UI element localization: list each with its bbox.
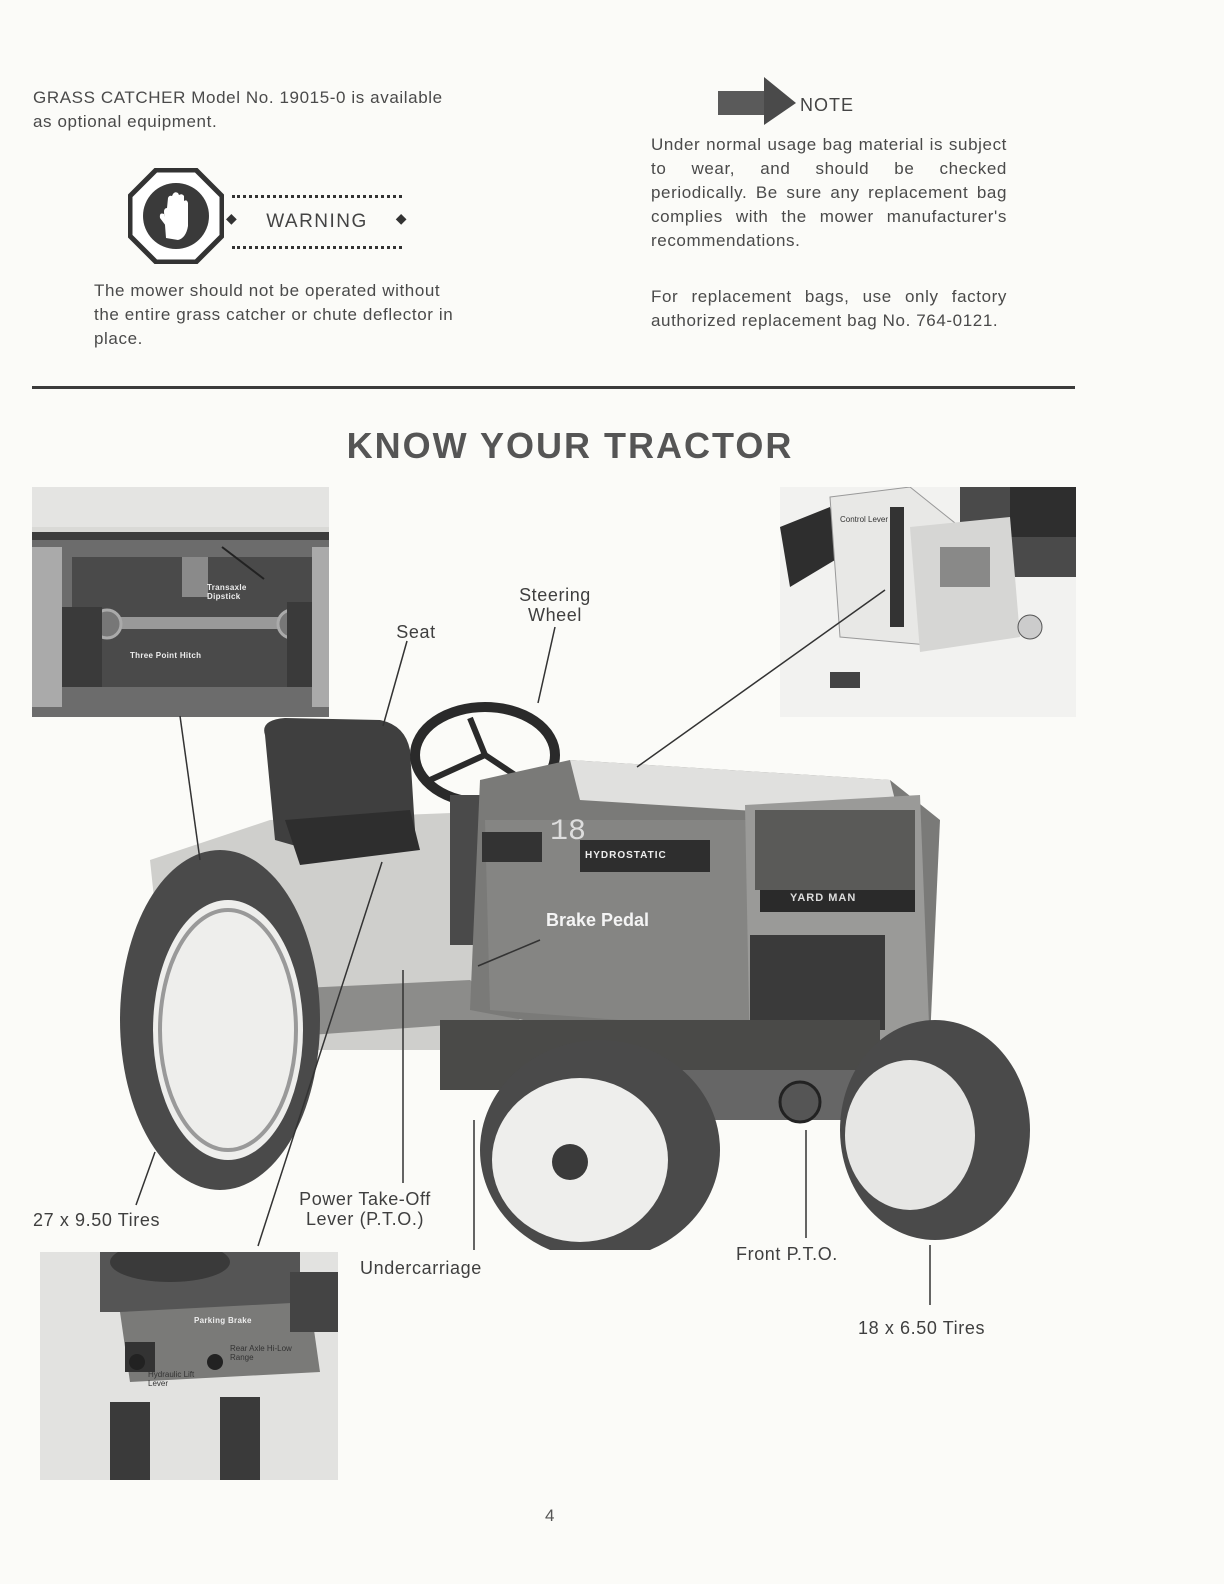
- label-rear-tires: 27 x 9.50 Tires: [33, 1210, 161, 1230]
- label-transaxle-dipstick: Transaxle Dipstick: [207, 583, 247, 601]
- section-title: KNOW YOUR TRACTOR: [346, 425, 794, 466]
- note-paragraph-2: For replacement bags, use only factory authorized replacement bag No. 764-0121.: [651, 287, 1007, 330]
- label-control-lever: Control Lever: [840, 515, 889, 524]
- grille-brand-badge: YARD MAN: [790, 892, 857, 904]
- label-rear-axle-range: Rear Axle Hi-Low Range: [230, 1344, 292, 1362]
- warning-label: ◆ WARNING ◆: [232, 195, 402, 249]
- label-pto-lever: Power Take-Off Lever (P.T.O.): [299, 1189, 431, 1229]
- label-parking-brake: Parking Brake: [194, 1316, 252, 1325]
- label-three-point-hitch: Three Point Hitch: [130, 651, 202, 660]
- label-steering-wheel: Steering Wheel: [519, 585, 591, 625]
- label-hydraulic-lift-lever: Hydraulic Lift Lever: [148, 1370, 195, 1388]
- label-front-tires: 18 x 6.50 Tires: [858, 1318, 986, 1338]
- label-brake-pedal: Brake Pedal: [546, 910, 650, 930]
- note-label: NOTE: [800, 95, 855, 115]
- grass-catcher-intro-line2: as optional equipment.: [33, 112, 218, 131]
- page-number: 4: [545, 1506, 555, 1525]
- label-seat: Seat: [396, 622, 436, 642]
- label-front-pto: Front P.T.O.: [736, 1244, 838, 1264]
- inset-photo-parking-brake: [40, 1252, 338, 1480]
- hood-badge-model-number: 18: [550, 815, 587, 849]
- hood-badge-hydrostatic: HYDROSTATIC: [585, 850, 667, 861]
- grass-catcher-intro-line1: GRASS CATCHER Model No. 19015-0 is available: [33, 88, 443, 107]
- note-paragraph-1: Under normal usage bag material is subject to wear, and should be checked periodically. Be sure any replacement bag complies with the mower manufacturer's recommendations.: [651, 135, 1007, 250]
- warning-text: The mower should not be operated without the entire grass catcher or chute deflector in place.: [94, 281, 454, 348]
- label-undercarriage: Undercarriage: [360, 1258, 482, 1278]
